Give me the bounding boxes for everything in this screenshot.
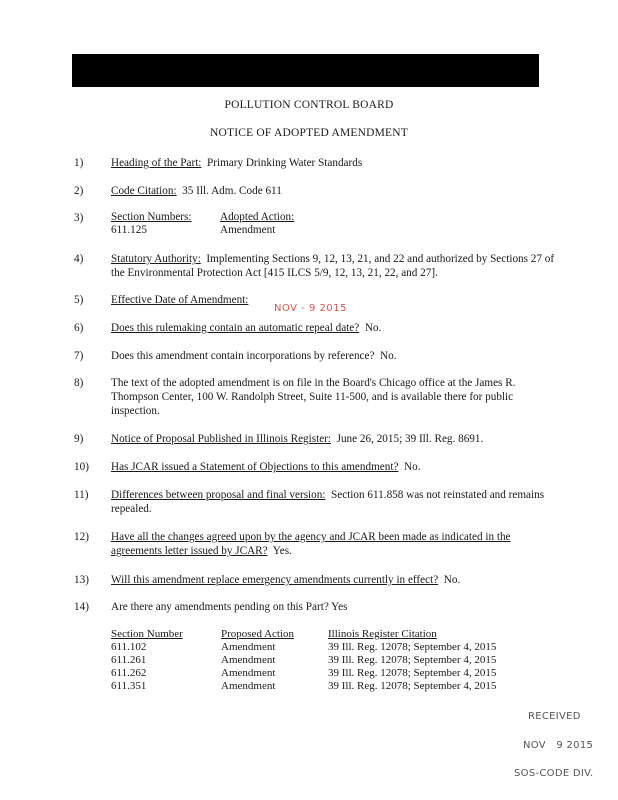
item-number: 6) (74, 322, 84, 334)
received-stamp: RECEIVED (528, 711, 581, 722)
table-cell: Amendment (221, 667, 276, 679)
item-label: Differences between proposal and final version: (111, 489, 326, 501)
item-text: Implementing Sections 9, 12, 13, 21, and 22 and authorized by Sections 27 of the Environmental Protection Act [415 ILCS 5/9, 12, 13, 21, 22, and 27]. (111, 253, 555, 279)
item-text: Yes. (272, 545, 292, 557)
section-number-value: 611.125 (111, 224, 147, 236)
adopted-action-value: Amendment (220, 224, 276, 236)
effective-date-stamp: NOV - 9 2015 (274, 303, 347, 314)
item-number: 11) (74, 489, 89, 501)
table-header-row (111, 628, 538, 641)
table-cell: 611.102 (111, 641, 147, 653)
item-label: Statutory Authority: (111, 253, 201, 265)
board-title: POLLUTION CONTROL BOARD (224, 99, 394, 111)
table-cell: 611.351 (111, 680, 147, 692)
item-label: Does this rulemaking contain an automatic repeal date? (111, 322, 360, 334)
item-number: 10) (74, 461, 89, 473)
table-cell: 39 Ill. Reg. 12078; September 4, 2015 (328, 680, 497, 692)
table-cell: Amendment (221, 680, 276, 692)
division-stamp: SOS-CODE DIV. (514, 768, 594, 779)
item-number: 9) (74, 433, 84, 445)
notice-title: NOTICE OF ADOPTED AMENDMENT (209, 127, 409, 139)
item-number: 3) (74, 212, 84, 224)
item-text: June 26, 2015; 39 Ill. Reg. 8691. (336, 433, 484, 445)
item-label: Code Citation: (111, 185, 177, 197)
item-number: 4) (74, 253, 84, 265)
table-cell: Amendment (221, 641, 276, 653)
item-number: 2) (74, 185, 84, 197)
column-header: Proposed Action (221, 628, 295, 640)
table-cell: Amendment (221, 654, 276, 666)
item-text: 35 Ill. Adm. Code 611 (182, 185, 282, 197)
column-header: Illinois Register Citation (328, 628, 437, 640)
table-row (111, 641, 538, 654)
item-label: Effective Date of Amendment: (111, 294, 249, 306)
column-header: Section Number (111, 628, 183, 640)
table-row (111, 680, 538, 693)
item-label: Heading of the Part: (111, 157, 202, 169)
item-label: Have all the changes agreed upon by the agency and JCAR been made as indicated in the agreements letter issued by JCAR? (111, 531, 511, 557)
item-number: 7) (74, 350, 84, 362)
table-row (111, 667, 538, 680)
item-text: Primary Drinking Water Standards (207, 157, 363, 169)
received-date-stamp: NOV 9 2015 (523, 740, 594, 751)
item-text: No. (404, 461, 421, 473)
adopted-action-column (220, 211, 420, 237)
table-cell: 39 Ill. Reg. 12078; September 4, 2015 (328, 641, 497, 653)
item-number: 5) (74, 294, 84, 306)
item-number: 1) (74, 157, 84, 169)
table-cell: 611.261 (111, 654, 147, 666)
pending-amendments-table (111, 628, 538, 693)
item-number: 14) (74, 601, 89, 613)
adopted-action-header: Adopted Action: (220, 211, 295, 223)
item-number: 12) (74, 531, 89, 543)
item-text: No. (380, 350, 397, 362)
table-cell: 39 Ill. Reg. 12078; September 4, 2015 (328, 654, 497, 666)
redaction-bar (72, 54, 539, 87)
item-label: Has JCAR issued a Statement of Objections to this amendment? (111, 461, 399, 473)
item-text: No. (443, 574, 461, 586)
table-row (111, 654, 538, 667)
item-text: Are there any amendments pending on this Part? Yes (111, 601, 348, 613)
item-text: The text of the adopted amendment is on file in the Board's Chicago office at the James R. Thompson Center, 100 W. Randolph Street, Suite 11-500, and is available there for public inspection. (111, 377, 516, 417)
table-cell: 611.262 (111, 667, 147, 679)
item-number: 8) (74, 377, 84, 389)
table-cell: 39 Ill. Reg. 12078; September 4, 2015 (328, 667, 497, 679)
item-number: 13) (74, 574, 89, 586)
item-text: No. (364, 322, 382, 334)
section-numbers-header: Section Numbers: (111, 211, 192, 223)
item-label: Does this amendment contain incorporations by reference? (111, 350, 375, 362)
item-label: Will this amendment replace emergency amendments currently in effect? (111, 574, 439, 586)
item-label: Notice of Proposal Published in Illinois Register: (111, 433, 332, 445)
item-text: Section 611.858 was not reinstated and remains repealed. (111, 489, 545, 515)
